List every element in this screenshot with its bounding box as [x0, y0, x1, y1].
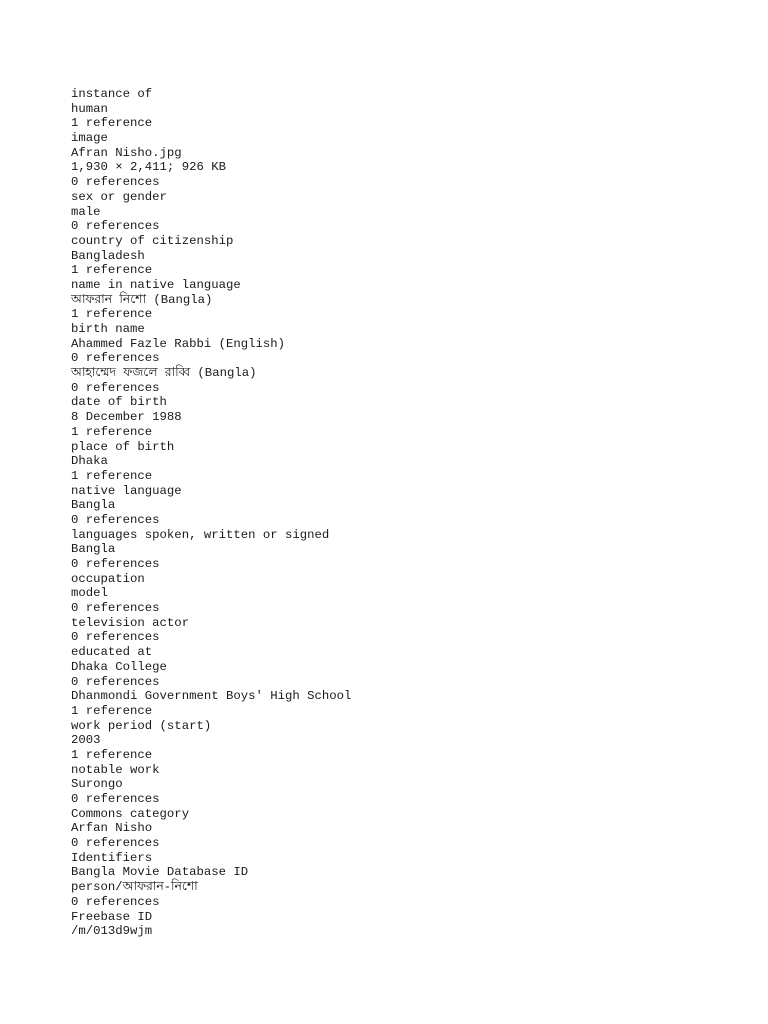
text-line: 1 reference	[71, 468, 153, 483]
text-line: 0 references	[71, 792, 160, 806]
text-line: image	[71, 131, 108, 146]
text-line: 1,930 × 2,411; 926 KB	[71, 160, 226, 175]
text-line: place of birth	[71, 439, 175, 454]
text-line: native language	[71, 483, 182, 498]
text-line: Ahammed Fazle Rabbi (English)	[71, 336, 286, 351]
text-line: Surongo	[71, 777, 123, 792]
text-line: Commons category	[71, 806, 190, 821]
text-line: 1 reference	[71, 703, 153, 718]
text-line: আহাম্মেদ ফজলে রাব্বি (Bangla)	[71, 366, 257, 381]
text-line: 2003	[71, 733, 101, 748]
text-line: male	[71, 204, 101, 219]
text-line: /m/013d9wjm	[71, 924, 153, 939]
text-line: country of citizenship	[71, 233, 234, 248]
text-line: television actor	[71, 615, 190, 630]
text-line: sex or gender	[71, 189, 167, 204]
text-line: আফরান নিশো (Bangla)	[71, 292, 213, 307]
text-line: instance of	[71, 87, 153, 101]
text-line: human	[71, 101, 108, 116]
text-line: 0 references	[71, 601, 160, 616]
text-line: 0 references	[71, 557, 160, 571]
text-line: Bangladesh	[71, 248, 145, 263]
text-line: model	[71, 586, 108, 601]
text-line: 0 references	[71, 674, 160, 689]
text-line: Dhaka College	[71, 659, 167, 674]
text-line: date of birth	[71, 395, 167, 410]
text-line: 0 references	[71, 380, 160, 395]
text-line: 8 December 1988	[71, 410, 182, 425]
text-line: educated at	[71, 645, 153, 660]
text-line: 0 references	[71, 894, 160, 909]
text-line: 0 references	[71, 836, 160, 851]
text-line: Bangla	[71, 498, 116, 513]
text-line: Dhaka	[71, 454, 108, 469]
text-line: occupation	[71, 571, 145, 586]
text-line: 1 reference	[71, 747, 153, 762]
text-line: languages spoken, written or signed	[71, 527, 330, 542]
text-line: birth name	[71, 322, 145, 336]
text-line: Bangla Movie Database ID	[71, 865, 249, 880]
statement-list	[71, 87, 768, 939]
text-line: 0 references	[71, 512, 160, 527]
text-line: Identifiers	[71, 850, 153, 865]
text-line: Afran Nisho.jpg	[71, 145, 182, 160]
text-line: work period (start)	[71, 718, 212, 733]
text-line: Dhanmondi Government Boys' High School	[71, 689, 352, 704]
text-line: Arfan Nisho	[71, 821, 153, 836]
text-line: 0 references	[71, 219, 160, 234]
text-line: 1 reference	[71, 116, 153, 131]
text-line: 0 references	[71, 175, 160, 190]
text-line: 1 reference	[71, 263, 153, 278]
text-line: 1 reference	[71, 307, 153, 322]
text-line: 1 reference	[71, 424, 153, 439]
text-line: Freebase ID	[71, 909, 153, 924]
text-line: person/আফরান-নিশো	[71, 880, 198, 895]
text-line: name in native language	[71, 277, 241, 292]
text-line: Bangla	[71, 542, 116, 557]
text-line: 0 references	[71, 630, 160, 645]
text-line: 0 references	[71, 351, 160, 366]
text-line: notable work	[71, 762, 160, 777]
